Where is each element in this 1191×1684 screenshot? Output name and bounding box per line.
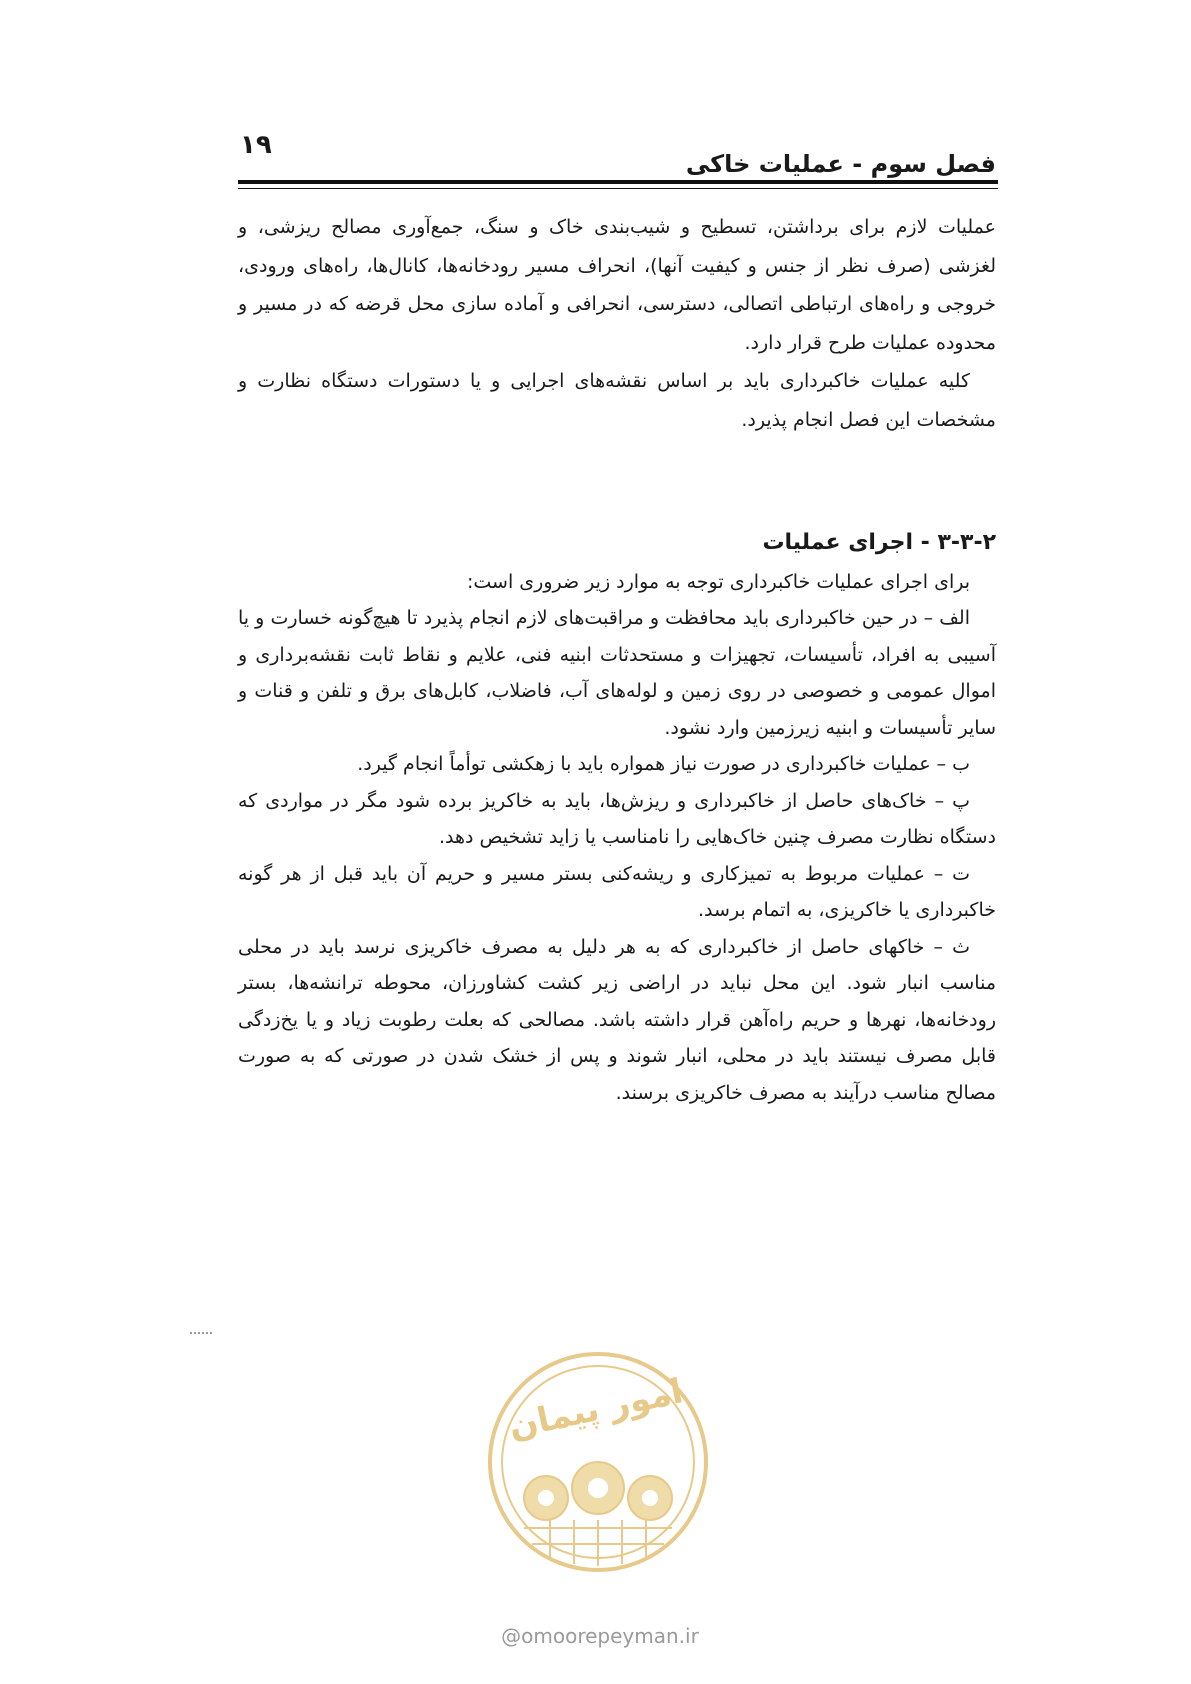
section-execution [238, 525, 996, 1111]
list-item-alef: الف – در حین خاکبرداری باید محافظت و مراقبت‌های لازم انجام پذیرد تا هیچ‌گونه خسارت و یا آسیبی به افراد، تأسیسات، تجهیزات و مستحدثات ابنیه فنی، علایم و نقاط ثابت نقشه‌برداری و اموال عمومی و خصوصی در روی زمین و لوله‌های آب، فاضلاب، کابل‌های برق و تلفن و قنات و سایر تأسیسات و ابنیه زیرزمین وارد نشود. [238, 607, 996, 739]
page-number: ۱۹ [240, 130, 272, 160]
intro-text [238, 208, 996, 439]
section-heading: ۳-۳-۲ - اجرای عملیات [762, 530, 996, 555]
header-rule-thick [238, 180, 998, 184]
list-item-be: ب – عملیات خاکبرداری در صورت نیاز همواره باید با زهکشی توأماً انجام گیرد. [357, 753, 970, 775]
section-lead: برای اجرای عملیات خاکبرداری توجه به موارد زیر ضروری است: [467, 570, 970, 593]
watermark-seal-icon [484, 1348, 712, 1576]
chapter-title: فصل سوم - عملیات خاکی [685, 150, 996, 178]
list-item-te: ت – عملیات مربوط به تمیزکاری و ریشه‌کنی بستر مسیر و حریم آن باید قبل از هر گونه خاکبرداری یا خاکریزی، به اتمام برسد. [238, 862, 996, 921]
list-item-se: ث – خاکهای حاصل از خاکبرداری که به هر دلیل به مصرف خاکریزی نرسد باید در محلی مناسب انبار شود. این محل نباید در اراضی زیر کشت کشاورزان، محوطه ترانشه‌ها، بستر رودخانه‌ها، نهرها و حریم راه‌آهن قرار داشته باشد. مصالحی که بعلت رطوبت زیاد و یا یخ‌زدگی قابل مصرف نیستند باید در محلی، انبار شوند و پس از خشک شدن در صورتی که به صورت مصالح مناسب درآیند به مصرف خاکریزی برسند. [238, 935, 996, 1104]
header-rule-thin [238, 188, 998, 189]
intro-paragraph-2: کلیه عملیات خاکبرداری باید بر اساس نقشه‌های اجرایی و یا دستورات دستگاه نظارت و مشخصات این فصل انجام پذیرد. [238, 370, 996, 431]
intro-paragraph-1: عملیات لازم برای برداشتن، تسطیح و شیب‌بندی خاک و سنگ، جمع‌آوری مصالح ریزشی، و لغزشی (صرف نظر از جنس و کیفیت آنها)، انحراف مسیر رودخانه‌ها، کانال‌ها، راه‌های ورودی، خروجی و راه‌های ارتباطی اتصالی، دسترسی، انحرافی و آماده سازی محل قرضه که در مسیر و محدوده عملیات طرح قرار دارد. [238, 216, 996, 354]
seal-text: امور پیمان [505, 1371, 687, 1448]
list-item-pe: پ – خاک‌های حاصل از خاکبرداری و ریزش‌ها، باید به خاکریز برده شود مگر در مواردی که دستگاه نظارت مصرف چنین خاک‌هایی را نامناسب یا زاید تشخیص دهد. [238, 789, 996, 848]
margin-mark [190, 1332, 212, 1336]
watermark-site: @omoorepeyman.ir [501, 1624, 699, 1648]
